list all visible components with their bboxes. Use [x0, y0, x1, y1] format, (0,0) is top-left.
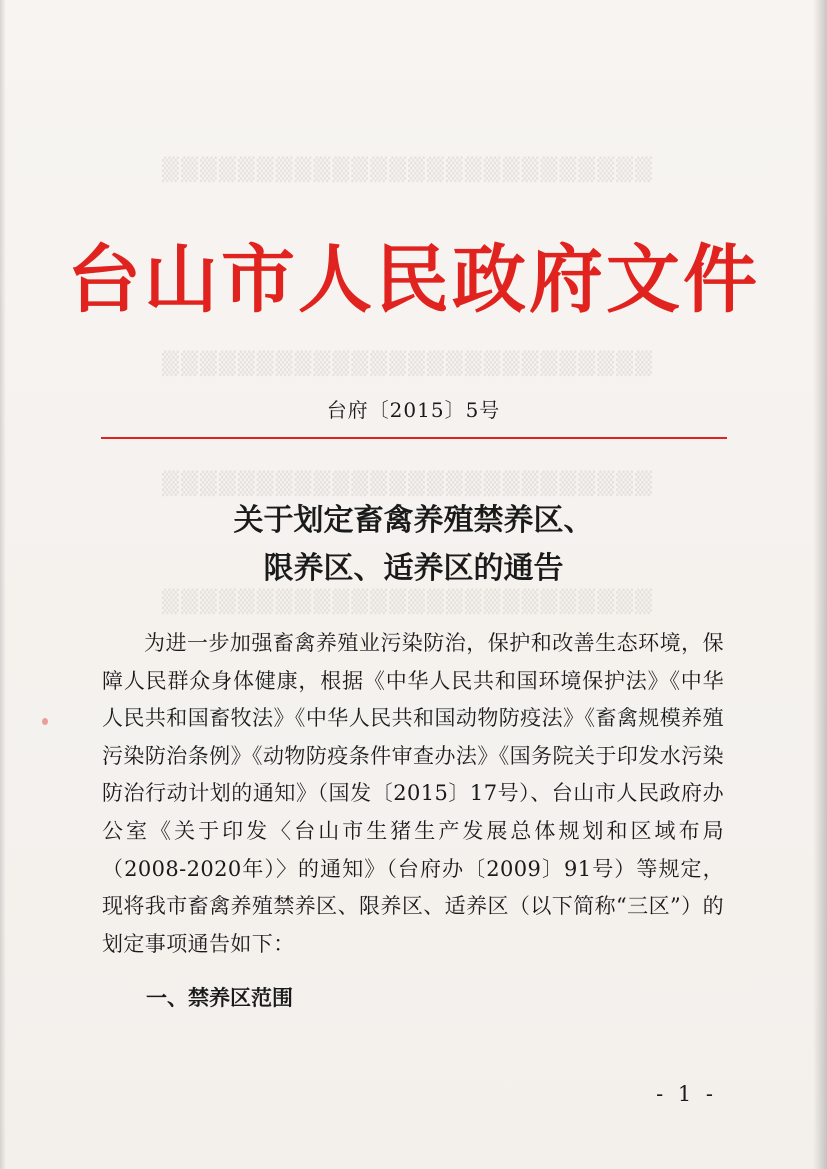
page-number: - 1 - [656, 1082, 717, 1106]
notice-title-line-2: 限养区、适养区的通告 [263, 551, 564, 586]
bleed-through-texture: ▒▒▒▒▒▒▒▒▒▒▒▒▒▒▒▒▒▒▒▒▒▒▒▒▒▒ [160, 352, 652, 377]
notice-title [0, 497, 827, 593]
document-number: 台府〔2015〕5号 [326, 398, 501, 422]
ink-speck [42, 718, 48, 725]
bleed-through-texture: ▒▒▒▒▒▒▒▒▒▒▒▒▒▒▒▒▒▒▒▒▒▒▒▒▒▒ [160, 472, 652, 497]
bleed-through-texture: ▒▒▒▒▒▒▒▒▒▒▒▒▒▒▒▒▒▒▒▒▒▒▒▒▒▒ [160, 158, 652, 183]
masthead-title: 台山市人民政府文件 [67, 237, 760, 323]
bleed-through-texture: ▒▒▒▒▒▒▒▒▒▒▒▒▒▒▒▒▒▒▒▒▒▒▒▒▒▒ [160, 590, 652, 615]
body-paragraph: 为进一步加强畜禽养殖业污染防治，保护和改善生态环境，保障人民群众身体健康，根据《中华人民共和国环境保护法》《中华人民共和国畜牧法》《中华人民共和国动物防疫法》《畜禽规模养殖污染防治条例》《动物防疫条件审查办法》《国务院关于印发水污染防治行动计划的通知》（国发〔2015〕17号）、台山市人民政府办公室《关于印发〈台山市生猪生产发展总体规划和区域布局（2008-2020年）〉的通知》（台府办〔2009〕91号）等规定，现将我市畜禽养殖禁养区、限养区、适养区（以下简称“三区”）的划定事项通告如下： [102, 631, 724, 956]
section-heading-1: 一、禁养区范围 [146, 986, 293, 1010]
red-separator-rule [101, 437, 727, 439]
notice-title-line-1: 关于划定畜禽养殖禁养区、 [233, 503, 594, 538]
